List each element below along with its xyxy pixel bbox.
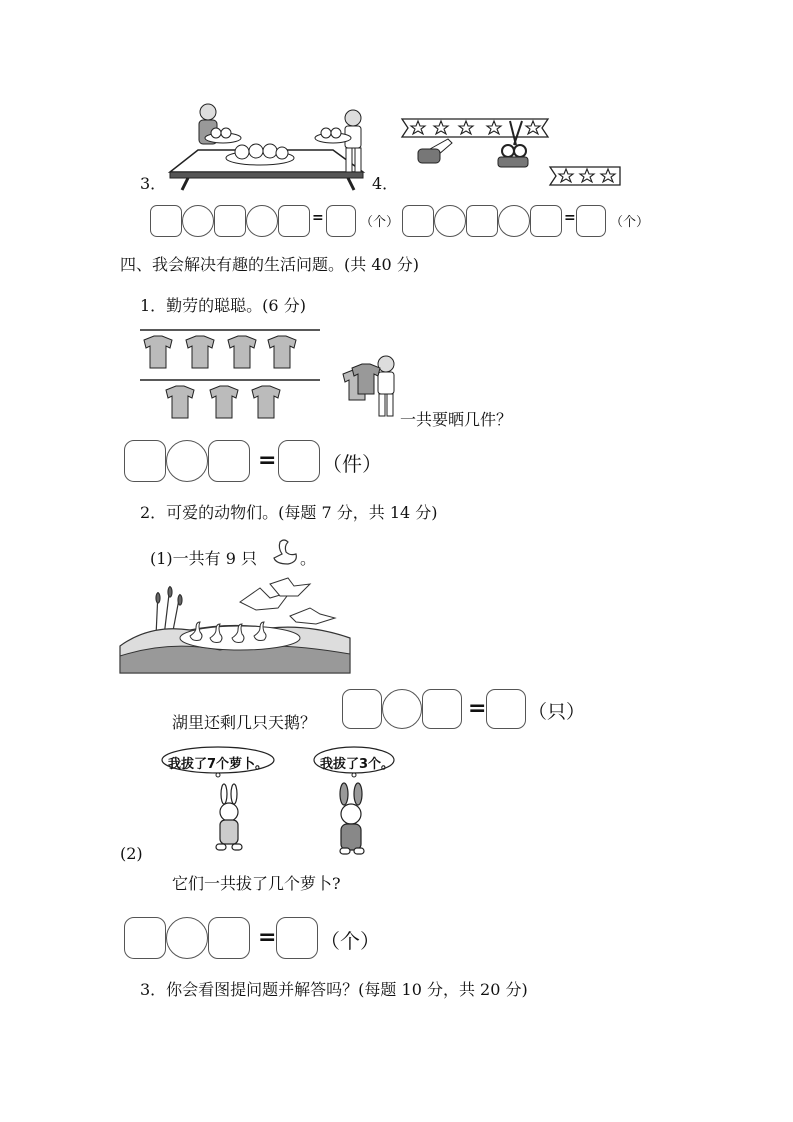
problem-2-1-question: 湖里还剩几只天鹅？ [172,713,317,732]
answer-box[interactable] [422,689,462,729]
answer-box[interactable] [124,440,166,482]
unit-label: （只） [528,701,586,723]
speech-text-right: 我拔了3个。 [320,757,395,772]
operator-circle[interactable] [382,689,422,729]
problem-2-title: 2．可爱的动物们。(每题 7 分，共 14 分) [140,503,438,522]
equals-sign: = [468,696,487,721]
answer-box[interactable] [278,205,310,237]
swans-lake-icon [120,578,350,673]
swan-icon [270,538,300,566]
problem-3-title: 3．你会看图提问题并解答吗？(每题 10 分，共 20 分) [140,980,528,999]
answer-box[interactable] [124,917,166,959]
answer-box[interactable] [342,689,382,729]
problem-2-2-question: 它们一共拔了几个萝卜? [172,874,341,893]
table-with-apples-children-icon [168,100,368,192]
unit-label: （个） [360,215,400,230]
problem-2-1-suffix: 。 [300,549,317,568]
result-box[interactable] [486,689,526,729]
problem-2-2-label: (2) [120,844,143,863]
answer-box[interactable] [214,205,246,237]
item4-label: 4． [372,174,399,193]
item3-label: 3． [140,174,167,193]
operator-circle[interactable] [166,440,208,482]
result-box[interactable] [326,205,356,237]
operator-circle[interactable] [246,205,278,237]
answer-box[interactable] [150,205,182,237]
problem-1-title: 1．勤劳的聪聪。(6 分) [140,296,306,315]
operator-circle[interactable] [182,205,214,237]
equals-sign: = [258,925,277,950]
section-heading: 四、我会解决有趣的生活问题。(共 40 分) [120,255,420,274]
rabbits-icon [206,784,376,860]
equals-sign: = [312,210,324,226]
shirts-on-line-icon [138,324,408,424]
unit-label: （件） [322,452,382,476]
operator-circle[interactable] [166,917,208,959]
problem-1-question: 一共要晒几件？ [400,410,513,429]
unit-label: （个） [320,929,380,953]
answer-box[interactable] [208,917,250,959]
unit-label: （个） [610,215,650,230]
operator-circle[interactable] [434,205,466,237]
answer-box[interactable] [466,205,498,237]
problem-2-1-prefix: (1)一共有 9 只 [150,549,258,568]
equals-sign: = [564,210,576,226]
equals-sign: = [258,448,277,473]
result-box[interactable] [276,917,318,959]
speech-text-left: 我拔了7个萝卜。 [168,757,269,772]
answer-box[interactable] [402,205,434,237]
star-strip-scissors-icon [398,115,628,195]
operator-circle[interactable] [498,205,530,237]
answer-box[interactable] [208,440,250,482]
result-box[interactable] [278,440,320,482]
result-box[interactable] [576,205,606,237]
answer-box[interactable] [530,205,562,237]
